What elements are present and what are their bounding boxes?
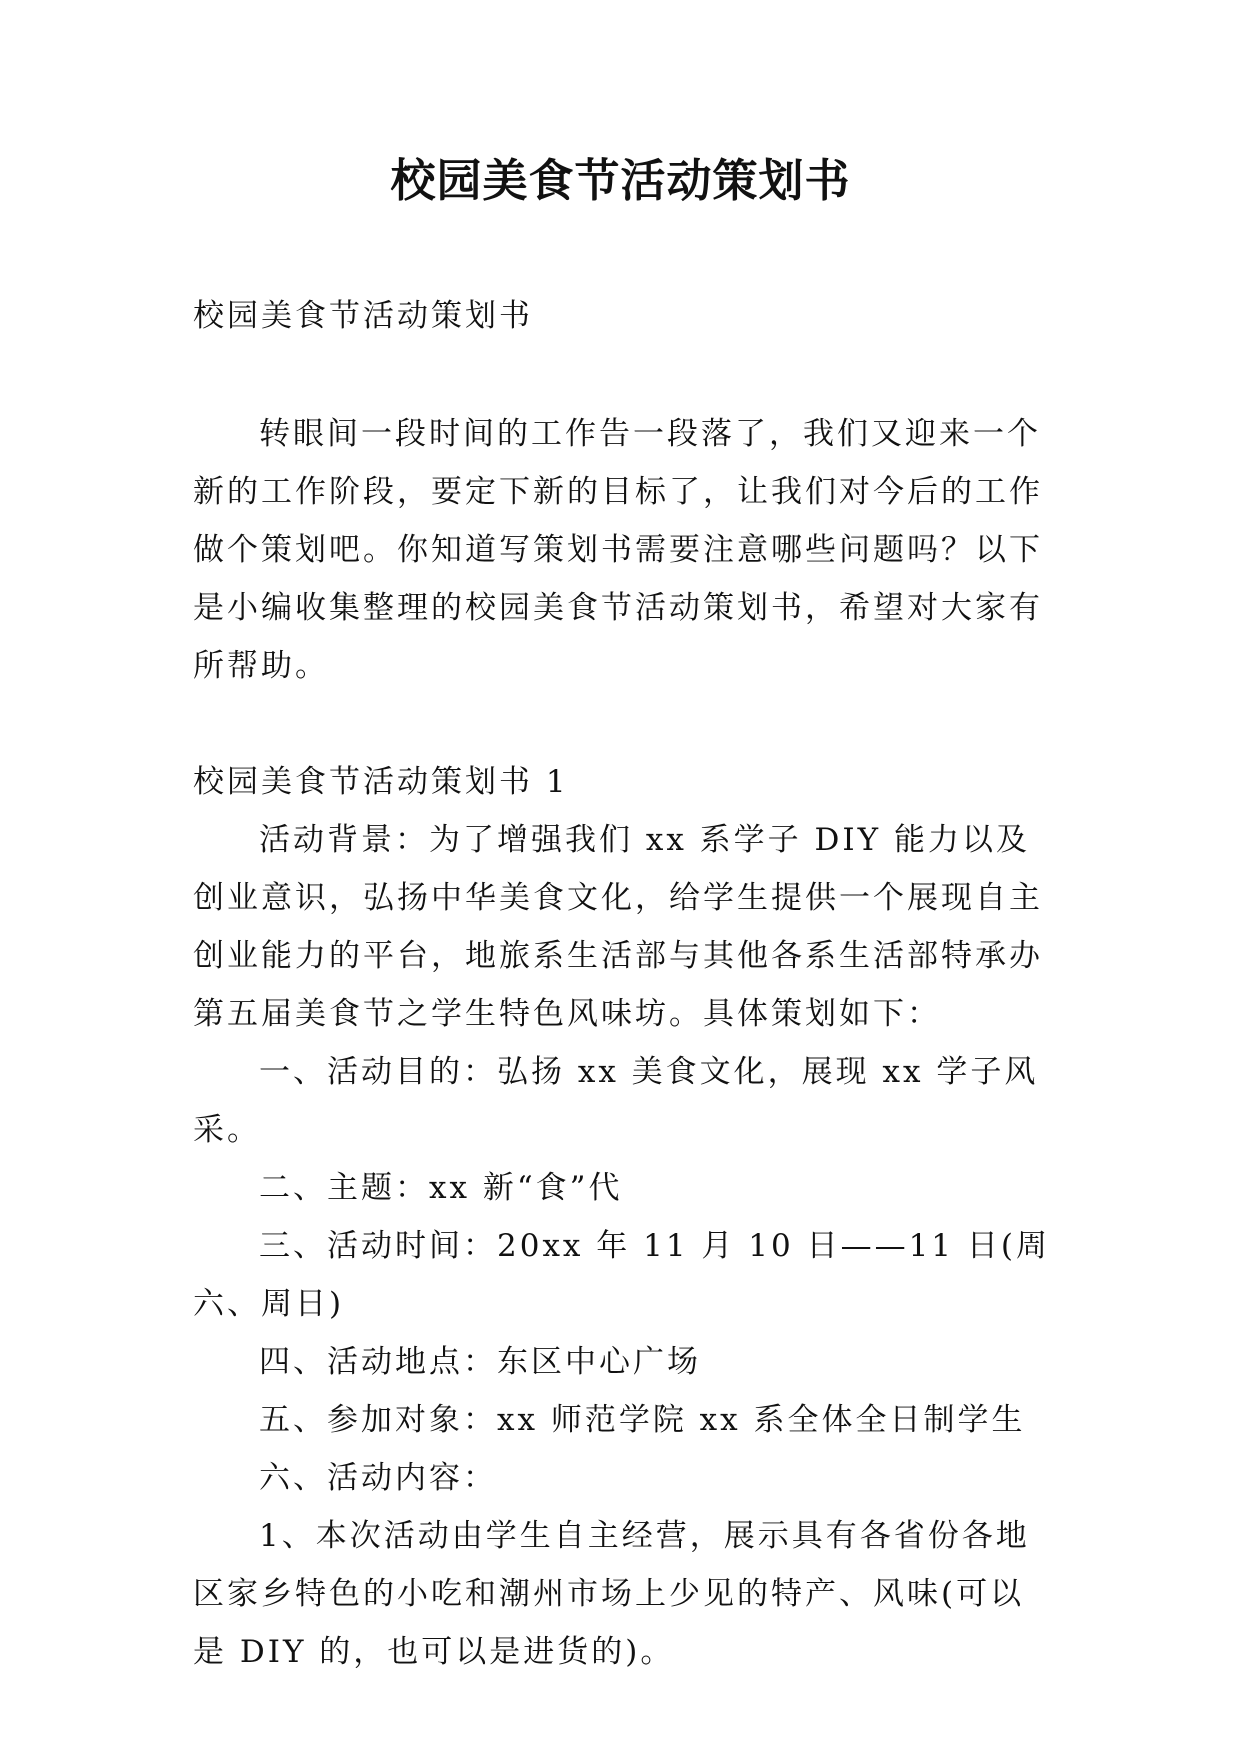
item-content-heading: 六、活动内容：	[259, 1460, 497, 1496]
intro-paragraph: 转眼间一段时间的工作告一段落了，我们又迎来一个新的工作阶段，要定下新的目标了，让我们对今后的工作做个策划吧。你知道写策划书需要注意哪些问题吗？以下是小编收集整理的校园美食节活动策划书，希望对大家有所帮助。	[193, 416, 1043, 684]
item-purpose: 一、活动目的：弘扬 xx 美食文化，展现 xx 学子风采。	[193, 1054, 1039, 1148]
background-paragraph: 活动背景：为了增强我们 xx 系学子 DIY 能力以及创业意识，弘扬中华美食文化，给学生提供一个展现自主创业能力的平台，地旅系生活部与其他各系生活部特承办第五届美食节之学生特色风味坊。具体策划如下：	[193, 822, 1043, 1032]
item-location: 四、活动地点：东区中心广场	[259, 1344, 701, 1380]
document-body	[193, 287, 1053, 1681]
document-title: 校园美食节活动策划书	[390, 154, 851, 207]
document-subtitle: 校园美食节活动策划书	[193, 298, 533, 334]
item-theme: 二、主题：xx 新“食”代	[259, 1170, 623, 1206]
item-time: 三、活动时间：20xx 年 11 月 10 日——11 日(周六、周日)	[193, 1228, 1050, 1322]
section-heading: 校园美食节活动策划书 1	[193, 764, 569, 800]
item-content-1: 1、本次活动由学生自主经营，展示具有各省份各地区家乡特色的小吃和潮州市场上少见的特产、风味(可以是 DIY 的，也可以是进货的)。	[193, 1518, 1030, 1670]
item-participants: 五、参加对象：xx 师范学院 xx 系全体全日制学生	[259, 1402, 1026, 1438]
